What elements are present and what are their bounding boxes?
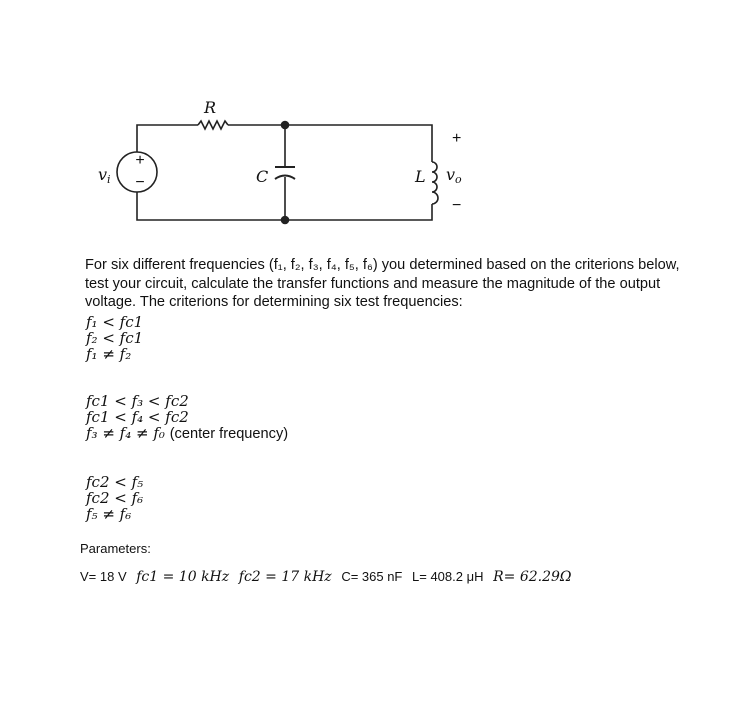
criteria-group-3	[86, 474, 143, 522]
output-minus: −	[452, 197, 462, 214]
capacitor-label: C	[256, 167, 269, 186]
criterion: fc1 < f₄ < fc2	[86, 408, 189, 426]
param-inductance: L= 408.2 μH	[412, 569, 484, 584]
output-plus: +	[452, 130, 462, 147]
node-dot	[282, 122, 289, 129]
criterion: fc2 < f₆	[86, 489, 144, 507]
parameters-line	[80, 569, 578, 585]
param-capacitance: C= 365 nF	[341, 569, 403, 584]
criterion: fc1 < f₃ < fc2	[86, 392, 189, 410]
criterion: f₁ ≠ f₂	[86, 345, 132, 363]
instructions-paragraph: For six different frequencies (f₁, f₂, f₃, f₄, f₅, f₆) you determined based on the criterions below, test your circuit, calculate the transfer functions and measure the magnitude of the output voltage. The criterions for determining six test frequencies:	[85, 257, 680, 310]
criterion: f₂ < fc1	[86, 329, 144, 347]
inductor-label: L	[415, 167, 426, 186]
inductor-symbol	[432, 162, 438, 204]
resistor-label: R	[204, 98, 217, 117]
input-voltage-label: vi	[98, 165, 111, 186]
criterion: f₅ ≠ f₆	[86, 505, 132, 523]
criterion: f₃ ≠ f₄ ≠ f₀ (center frequency)	[86, 424, 289, 442]
criterion: f₁ < fc1	[86, 313, 144, 331]
criteria-group-2	[86, 393, 288, 441]
parameters-heading: Parameters:	[80, 541, 151, 556]
wires	[137, 125, 432, 220]
criteria-group-1	[86, 314, 143, 362]
criterion: fc2 < f₅	[86, 473, 144, 491]
param-fc2: fc2 = 17 kHz	[238, 569, 332, 585]
circuit-diagram	[0, 0, 732, 260]
resistor-symbol	[198, 121, 228, 129]
output-voltage-label: vo	[446, 165, 462, 186]
param-fc1: fc1 = 10 kHz	[136, 569, 230, 585]
param-resistance: R= 62.29Ω	[493, 569, 572, 585]
param-voltage: V= 18 V	[80, 569, 127, 584]
source-plus: +	[135, 152, 145, 169]
node-dot	[282, 217, 289, 224]
source-minus: −	[135, 174, 145, 191]
